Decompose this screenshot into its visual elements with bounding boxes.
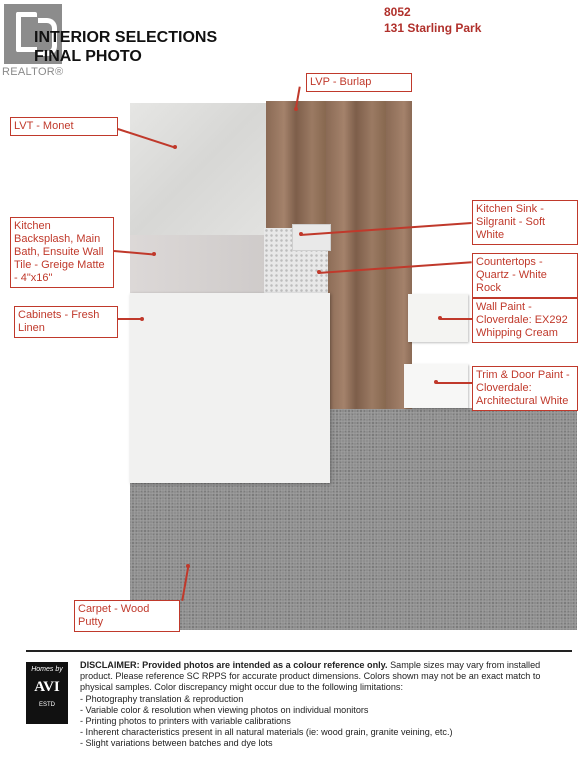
sink-leader-dot — [299, 232, 303, 236]
backsplash-sample — [130, 235, 266, 293]
disclaimer-body: Sample sizes may vary from installed product. Please reference SC RPPS for accurate product dimensions. Colors shown may not be an exact match to physical samples. Color discrepancy might occur due to the following limitations: — [80, 660, 541, 693]
wall-paint-leader-dot — [438, 316, 442, 320]
trim-paint-sample — [404, 364, 468, 408]
lvt-sample — [130, 103, 266, 235]
lot-number: 8052 — [384, 5, 411, 19]
countertops-leader-dot — [317, 270, 321, 274]
label-kitchen-sink: Kitchen Sink - Silgranit - Soft White — [472, 200, 578, 245]
lvp-leader-dot — [294, 107, 298, 111]
wall-paint-leader — [440, 318, 472, 320]
carpet-leader-dot — [186, 564, 190, 568]
label-countertops: Countertops - Quartz - White Rock — [472, 253, 578, 298]
disclaimer-text — [80, 660, 572, 750]
label-cabinets: Cabinets - Fresh Linen — [14, 306, 118, 338]
realtor-watermark: REALTOR® — [2, 66, 64, 78]
logo-main-text: AVI — [34, 679, 60, 695]
label-wall-paint: Wall Paint - Cloverdale: EX292 Whipping Cream — [472, 298, 578, 343]
label-lvt: LVT - Monet — [10, 117, 118, 136]
label-backsplash: Kitchen Backsplash, Main Bath, Ensuite Wall Tile - Greige Matte - 4"x16" — [10, 217, 114, 288]
disclaimer-item: - Variable color & resolution when viewing photos on individual monitors — [80, 704, 369, 715]
label-carpet: Carpet - Wood Putty — [74, 600, 180, 632]
builder-logo — [26, 662, 68, 724]
label-trim-paint: Trim & Door Paint - Cloverdale: Architectural White — [472, 366, 578, 411]
title-line-1: INTERIOR SELECTIONS — [34, 29, 218, 46]
address: 131 Starling Park — [384, 21, 482, 35]
page-title — [34, 28, 217, 66]
trim-leader-dot — [434, 380, 438, 384]
cabinets-leader-dot — [140, 317, 144, 321]
backsplash-leader-dot — [152, 252, 156, 256]
title-line-2: FINAL PHOTO — [34, 48, 142, 65]
disclaimer-section — [26, 650, 572, 762]
property-reference — [384, 4, 481, 36]
lvt-leader-dot — [173, 145, 177, 149]
disclaimer-item: - Printing photos to printers with variable calibrations — [80, 716, 291, 727]
label-lvp: LVP - Burlap — [306, 73, 412, 92]
disclaimer-item: - Slight variations between batches and dye lots — [80, 738, 273, 749]
logo-top-text: Homes by — [31, 666, 63, 673]
disclaimer-heading: DISCLAIMER: Provided photos are intended as a colour reference only. — [80, 660, 388, 670]
cabinets-leader — [118, 318, 142, 320]
trim-leader — [436, 382, 472, 384]
disclaimer-item: - Inherent characteristics present in all natural materials (ie: wood grain, granite veining, etc.) — [80, 727, 453, 738]
sink-sample — [292, 224, 331, 251]
disclaimer-item: - Photography translation & reproduction — [80, 693, 244, 704]
logo-bottom-text: ESTD — [38, 702, 55, 708]
cabinet-sample — [130, 293, 330, 483]
